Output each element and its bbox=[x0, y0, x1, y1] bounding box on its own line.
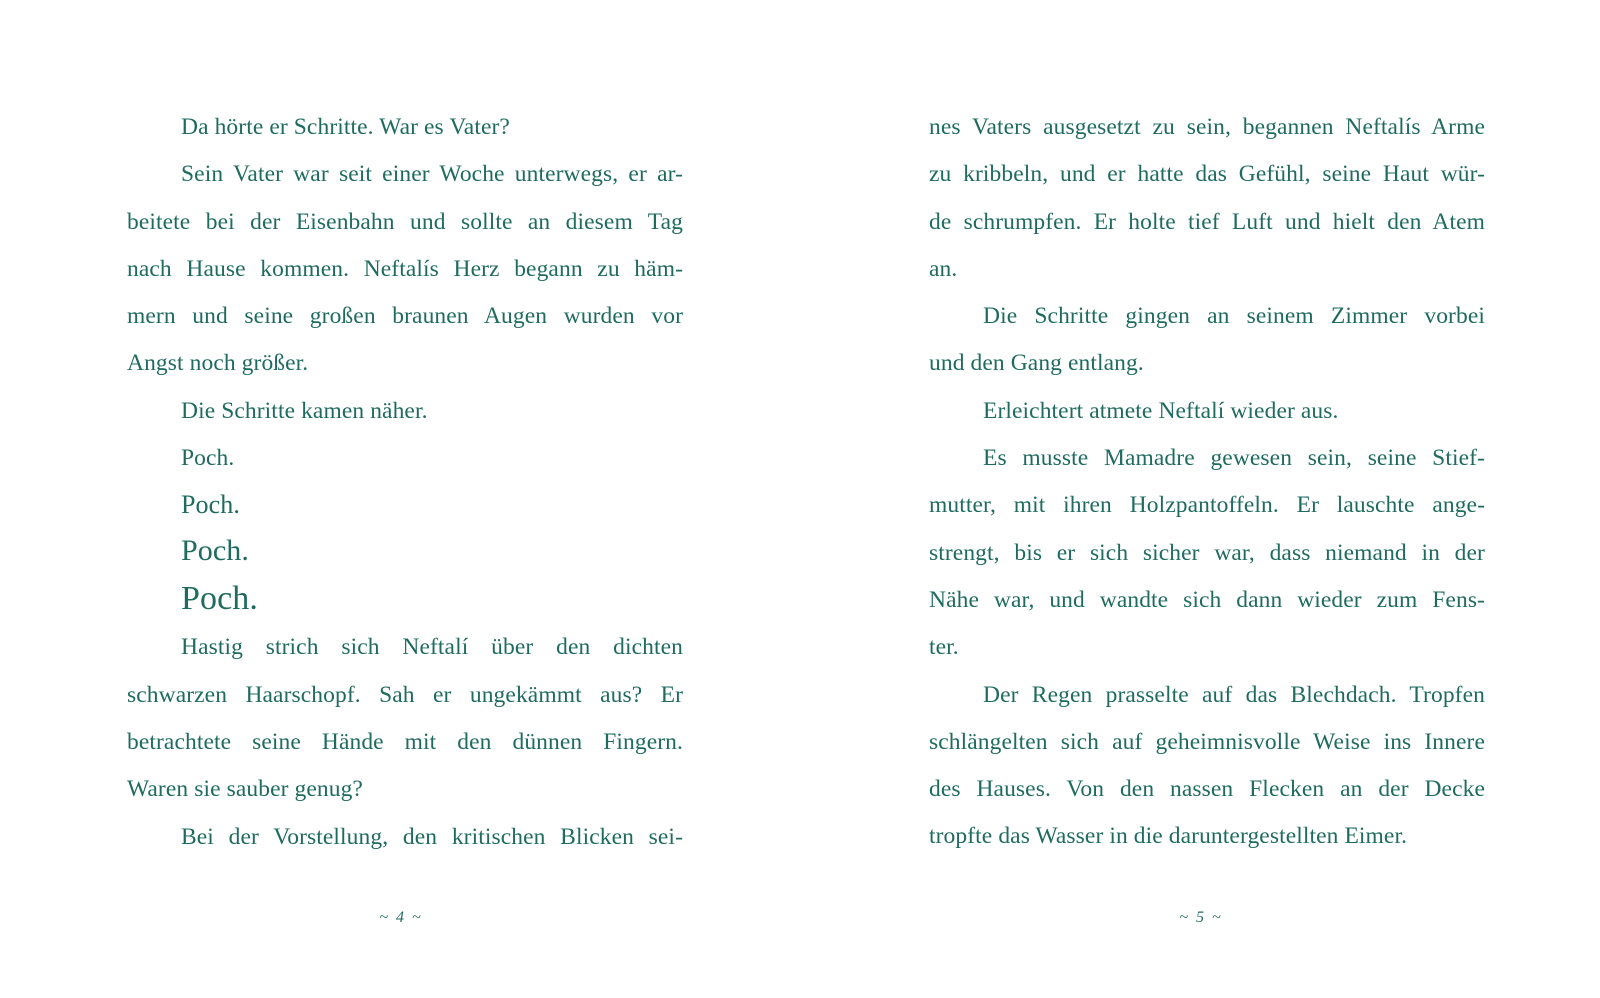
text-line: betrachtete seine Hände mit den dünnen Fingern. bbox=[127, 728, 683, 755]
text-line: strengt, bis er sich sicher war, dass niemand in der bbox=[929, 539, 1485, 566]
text-line: Sein Vater war seit einer Woche unterwegs, er ar- bbox=[181, 161, 683, 188]
poch-line-2: Poch. bbox=[181, 490, 240, 520]
text-line: Die Schritte gingen an seinem Zimmer vorbei bbox=[983, 303, 1485, 330]
text-line: Bei der Vorstellung, den kritischen Blicken sei- bbox=[181, 823, 683, 850]
text-line: Es musste Mamadre gewesen sein, seine Stief- bbox=[983, 445, 1485, 472]
text-line: Erleichtert atmete Neftalí wieder aus. bbox=[983, 397, 1339, 424]
text-line: tropfte das Wasser in die daruntergestellten Eimer. bbox=[929, 823, 1408, 850]
text-line: mern und seine großen braunen Augen wurden vor bbox=[127, 303, 683, 330]
text-line: schwarzen Haarschopf. Sah er ungekämmt aus? Er bbox=[127, 681, 683, 708]
text-line: und den Gang entlang. bbox=[929, 350, 1144, 377]
text-line: mutter, mit ihren Holzpantoffeln. Er lauschte ange- bbox=[929, 492, 1485, 519]
text-line: Waren sie sauber genug? bbox=[127, 776, 363, 803]
text-line: nach Hause kommen. Neftalís Herz begann zu häm- bbox=[127, 255, 683, 282]
text-line: des Hauses. Von den nassen Flecken an der Decke bbox=[929, 776, 1485, 803]
text-line: zu kribbeln, und er hatte das Gefühl, seine Haut wür- bbox=[929, 161, 1485, 188]
right-page bbox=[929, 104, 1485, 861]
left-page bbox=[127, 104, 683, 861]
text-line: Da hörte er Schritte. War es Vater? bbox=[181, 114, 510, 140]
poch-line-3: Poch. bbox=[181, 534, 249, 568]
text-line: Nähe war, und wandte sich dann wieder zum Fens- bbox=[929, 586, 1485, 613]
poch-line-4: Poch. bbox=[181, 580, 258, 618]
text-line: ter. bbox=[929, 634, 959, 661]
text-line: Die Schritte kamen näher. bbox=[181, 397, 428, 424]
page-number-right: ~ 5 ~ bbox=[1179, 909, 1223, 926]
text-line: Angst noch größer. bbox=[127, 350, 309, 377]
poch-line-1: Poch. bbox=[181, 445, 235, 472]
text-line: schlängelten sich auf geheimnisvolle Weise ins Innere bbox=[929, 728, 1485, 755]
text-line: an. bbox=[929, 255, 958, 282]
page-number-left: ~ 4 ~ bbox=[379, 909, 423, 926]
text-line: nes Vaters ausgesetzt zu sein, begannen Neftalís Arme bbox=[929, 114, 1485, 140]
text-line: Hastig strich sich Neftalí über den dichten bbox=[181, 634, 683, 661]
text-line: de schrumpfen. Er holte tief Luft und hielt den Atem bbox=[929, 208, 1485, 235]
text-line: Der Regen prasselte auf das Blechdach. Tropfen bbox=[983, 681, 1485, 708]
text-line: beitete bei der Eisenbahn und sollte an diesem Tag bbox=[127, 208, 683, 235]
